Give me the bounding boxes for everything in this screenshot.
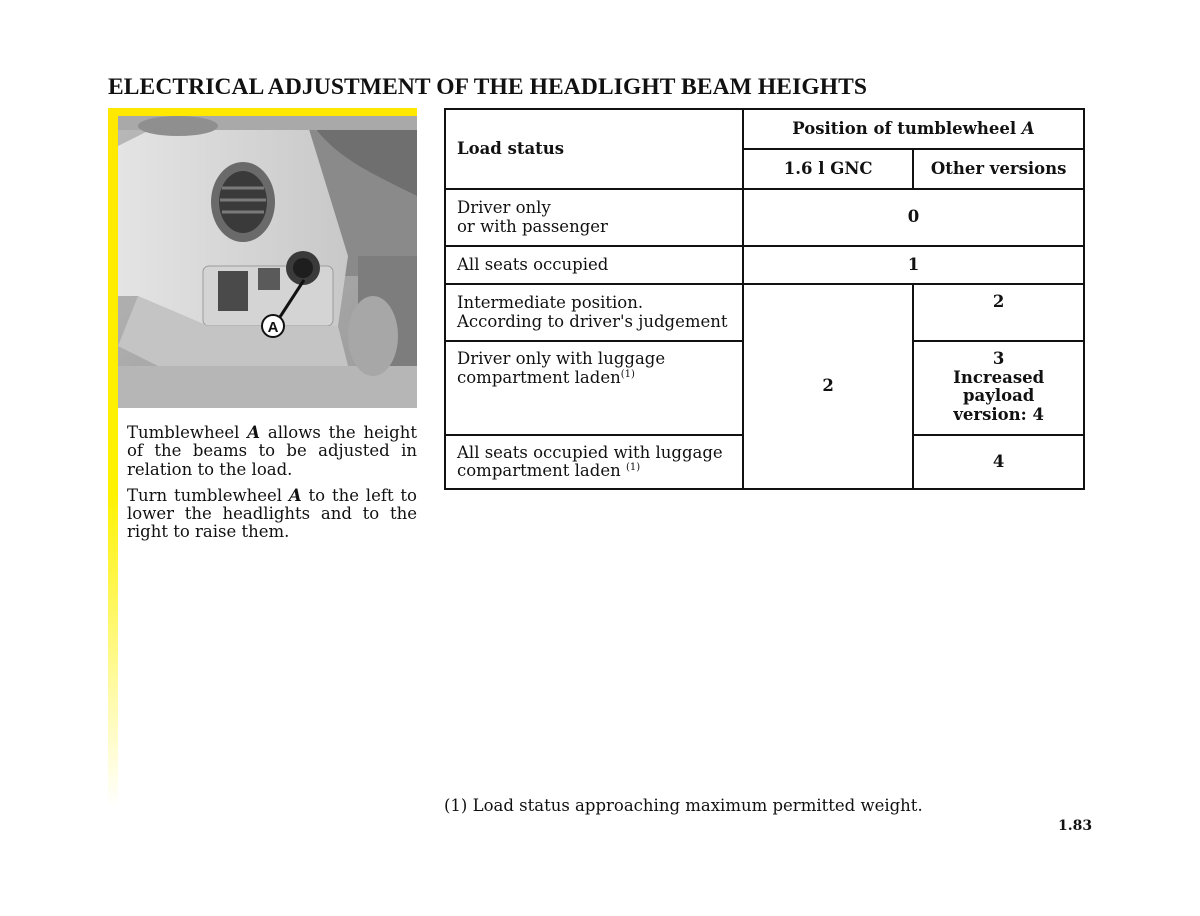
table-row: All seats occupied 1 [445, 246, 1084, 284]
header-tumblewheel-position: Position of tumblewheel A [743, 109, 1084, 149]
header-load-status: Load status [445, 109, 743, 189]
merged-gnc-cell: 2 [743, 284, 913, 489]
table-row: All seats occupied with luggage compartment laden $^{(1)}$ 4 [445, 435, 1084, 489]
footnote: (1) Load status approaching maximum permitted weight. [444, 796, 923, 815]
header-other-versions: Other versions [913, 149, 1084, 189]
page-title: ELECTRICAL ADJUSTMENT OF THE HEADLIGHT BEAM HEIGHTS [108, 74, 868, 100]
table-row: Driver only with luggage compartment laden$^{(1)}$ 3 Increased payload version: 4 [445, 341, 1084, 435]
description [127, 424, 417, 550]
dashboard-photo [118, 116, 417, 408]
description-para-2: Turn tumblewheel A to the left to lower the headlights and to the right to raise them. [127, 485, 417, 542]
table-row: Intermediate position. According to driver's judgement 2 2 [445, 284, 1084, 341]
callout-a-label: A [267, 319, 279, 336]
load-status-table [444, 108, 1085, 490]
header-gnc: 1.6 l GNC [743, 149, 913, 189]
page-number: 1.83 [1058, 818, 1093, 834]
table-row: Driver only or with passenger 0 [445, 189, 1084, 246]
description-para-1: Tumblewheel A allows the height of the beams to be adjusted in relation to the load. [127, 423, 417, 479]
